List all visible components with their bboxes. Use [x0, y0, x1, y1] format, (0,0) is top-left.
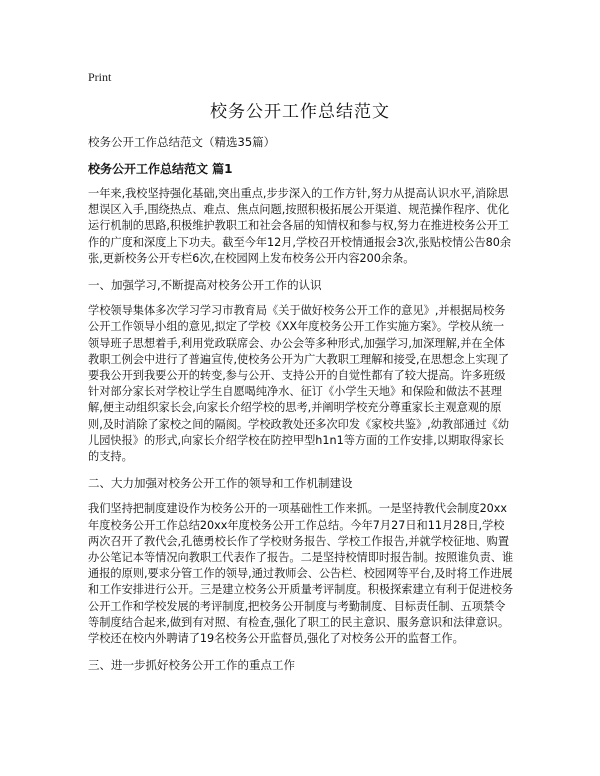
body-paragraph: 我们坚持把制度建设作为校务公开的一项基础性工作来抓。一是坚持教代会制度20xx年度校务公开工作总结20xx年度校务公开工作总结。今年7月27日和11月28日,学校两次召开了教代会,孔德勇校长作了学校财务报告、学校工作报告,并就学校征地、购置办公笔记本等情况向教职工代表作了报告。二是坚持校情即时报告制。按照谁负责、谁通报的原则,要求分管工作的领导,通过教师会、公告栏、校园网等平台,及时将工作进展和工作安排进行公开。三是建立校务公开质量考评制度。积极探索建立有利于促进校务公开工作和学校发展的考评制度,把校务公开制度与考勤制度、目标责任制、五项禁令等制度结合起来,做到有对照、有检查,强化了职工的民主意识、服务意识和法律意识。学校还在校内外聘请了19名校务公开监督员,强化了对校务公开的监督工作。 — [88, 502, 514, 646]
section-heading: 校务公开工作总结范文 篇1 — [88, 162, 233, 176]
print-link[interactable]: Print — [88, 70, 112, 84]
section-subheading: 一、加强学习,不断提高对校务公开工作的认识 — [88, 278, 322, 293]
section-subheading: 二、大力加强对校务公开工作的领导和工作机制建设 — [88, 476, 353, 491]
body-paragraph: 学校领导集体多次学习学习市教育局《关于做好校务公开工作的意见》,并根据局校务公开工作领导小组的意见,拟定了学校《XX年度校务公开工作实施方案》。学校从统一领导班子思想着手,利用党政联席会、办公会等多种形式,加强学习,加深理解,并在全体教职工例会中进行了普遍宣传,使校务公开为广大教职工理解和接受,在思想念上实现了要我公开到我要公开的转变,参与公开、支持公开的自觉性都有了较大提高。许多班级针对部分家长对学校让学生自愿喝纯净水、征订《小学生天地》和保险和做法不甚理解,便主动组织家长会,向家长介绍学校的思考,并阐明学校充分尊重家长主观意观的原则,及时消除了家校之间的隔阂。学校政教处还多次印发《家校共鉴》,幼教部通过《幼儿园快报》的形式,向家长介绍学校在防控甲型h1n1等方面的工作安排,以期取得家长的支持。 — [88, 304, 510, 464]
page-title: 校务公开工作总结范文 — [210, 102, 390, 122]
article-body — [88, 186, 514, 683]
document-subtitle: 校务公开工作总结范文（精选35篇） — [88, 135, 276, 149]
section-subheading: 三、进一步抓好校务公开工作的重点工作 — [88, 658, 295, 673]
body-paragraph: 一年来,我校坚持强化基础,突出重点,步步深入的工作方针,努力从提高认识水平,消除思想误区入手,围绕热点、难点、焦点问题,按照积极拓展公开渠道、规范操作程序、优化运行机制的思路,积极维护教职工和社会各届的知情权和参与权,努力在推进校务公开工作的广度和深度上下功夫。截至今年12月,学校召开校情通报会3次,张贴校情公告80余张,更新校务公开专栏6次,在校园网上发布校务公开内容200余条。 — [88, 187, 512, 265]
